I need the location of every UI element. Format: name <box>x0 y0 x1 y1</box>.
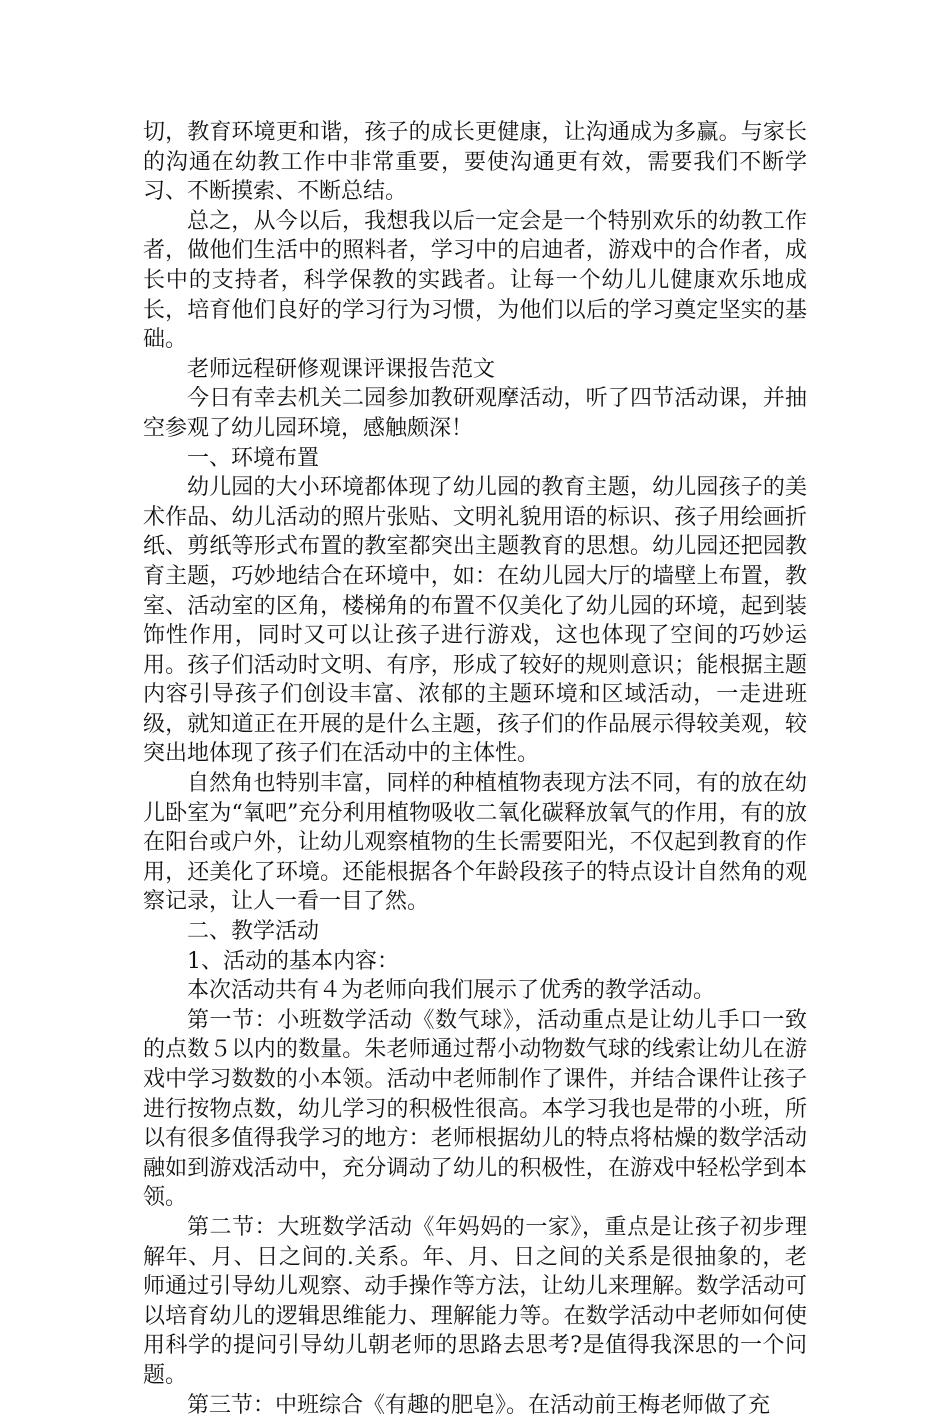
paragraph-lesson-3: 第三节：中班综合《有趣的肥皂》。在活动前王梅老师做了充 <box>187 1392 771 1418</box>
paragraph-lesson-1: 第一节：小班数学活动《数气球》，活动重点是让幼儿手口一致的点数５以内的数量。朱老师通过帮小动物数气球的线索让幼儿在游戏中学习数数的小本领。活动中老师制作了课件，并结合课件让孩子进行按物点数，幼儿学习的积极性很高。本学习我也是带的小班，所以有很多值得我学习的地方：老师根据幼儿的特点将枯燥的数学活动融如到游戏活动中，充分调动了幼儿的积极性，在游戏中轻松学到本领。 <box>143 1007 807 1211</box>
subsection-heading-content: 1、活动的基本内容： <box>187 948 399 974</box>
paragraph-continuation: 切，教育环境更和谐，孩子的成长更健康，让沟通成为多赢。与家长的沟通在幼教工作中非常重要，要使沟通更有效，需要我们不断学习、不断摸索、不断总结。 <box>143 120 807 205</box>
paragraph-lesson-2: 第二节：大班数学活动《年妈妈的一家》，重点是让孩子初步理解年、月、日之间的.关系。年、月、日之间的关系是很抽象的，老师通过引导幼儿观察、动手操作等方法，让幼儿来理解。数学活动可以培育幼儿的逻辑思维能力、理解能力等。在数学活动中老师如何使用科学的提问引导幼儿朝老师的思路去思考?是值得我深思的一个问题。 <box>143 1214 807 1388</box>
section-heading-environment: 一、环境布置 <box>187 445 320 471</box>
document-body <box>143 118 807 1420</box>
article-title: 老师远程研修观课评课报告范文 <box>187 356 496 382</box>
section-heading-teaching: 二、教学活动 <box>187 919 320 945</box>
paragraph-conclusion: 总之，从今以后，我想我以后一定会是一个特别欢乐的幼教工作者，做他们生活中的照料者，学习中的启迪者，游戏中的合作者，成长中的支持者，科学保教的实践者。让每一个幼儿儿健康欢乐地成长，培育他们良好的学习行为习惯，为他们以后的学习奠定坚实的基础。 <box>143 208 807 353</box>
paragraph-nature-corner: 自然角也特别丰富，同样的种植植物表现方法不同，有的放在幼儿卧室为“氧吧”充分利用植物吸收二氧化碳释放氧气的作用，有的放在阳台或户外，让幼儿观察植物的生长需要阳光，不仅起到教育的作用，还美化了环境。还能根据各个年龄段孩子的特点设计自然角的观察记录，让人一看一目了然。 <box>143 771 807 915</box>
paragraph-intro: 今日有幸去机关二园参加教研观摩活动，听了四节活动课，并抽空参观了幼儿园环境，感触颇深！ <box>143 386 807 441</box>
paragraph-environment: 幼儿园的大小环境都体现了幼儿园的教育主题，幼儿园孩子的美术作品、幼儿活动的照片张贴、文明礼貌用语的标识、孩子用绘画折纸、剪纸等形式布置的教室都突出主题教育的思想。幼儿园还把园教育主题，巧妙地结合在环境中，如：在幼儿园大厅的墙壁上布置，教室、活动室的区角，楼梯角的布置不仅美化了幼儿园的环境，起到装饰性作用，同时又可以让孩子进行游戏，这也体现了空间的巧妙运用。孩子们活动时文明、有序，形成了较好的规则意识；能根据主题内容引导孩子们创设丰富、浓郁的主题环境和区域活动，一走进班级，就知道正在开展的是什么主题，孩子们的作品展示得较美观，较突出地体现了孩子们在活动中的主体性。 <box>143 475 807 767</box>
paragraph-overview: 本次活动共有４为老师向我们展示了优秀的教学活动。 <box>187 978 716 1004</box>
